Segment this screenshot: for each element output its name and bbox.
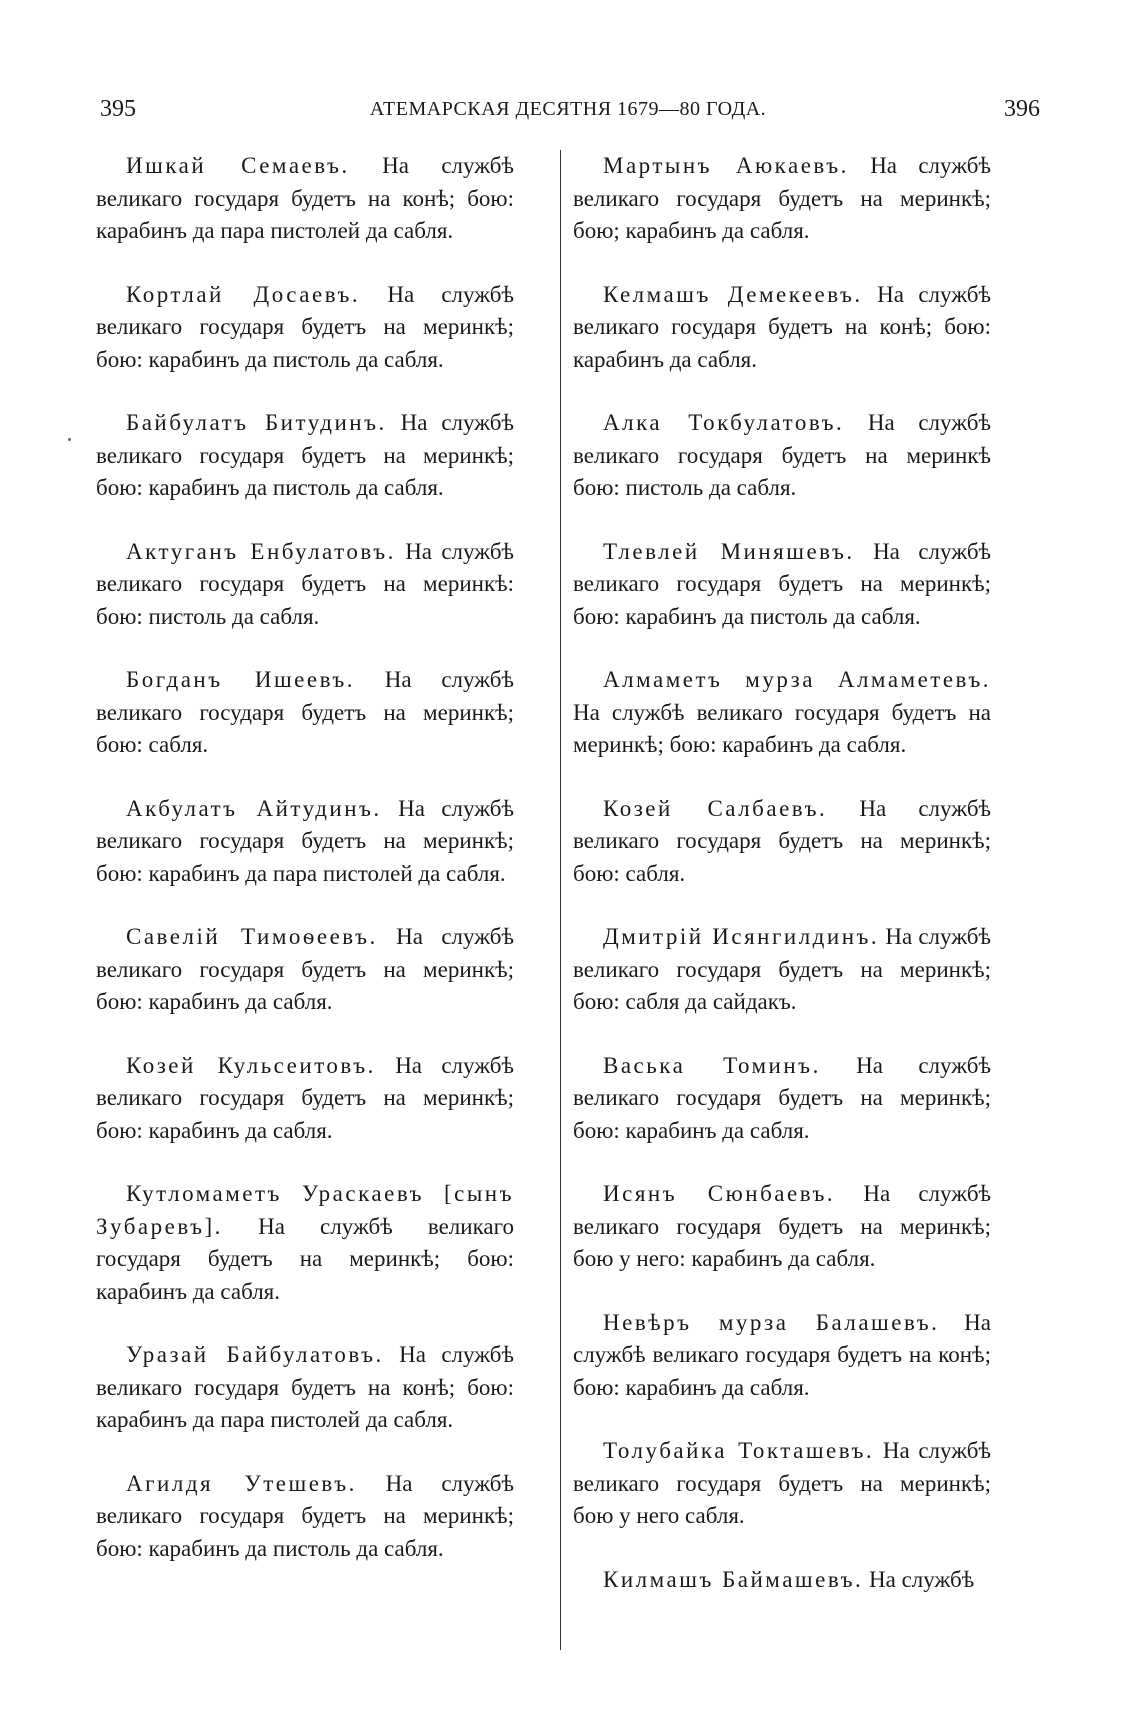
entry-text: На службѣ великаго государя будетъ на меринкѣ; бою: карабинъ да пистоль да сабля. xyxy=(96,410,515,500)
entry-name: Уразай Байбулатовъ. xyxy=(126,1342,384,1367)
entry-text: На службѣ великаго государя будетъ на меринкѣ; бою: карабинъ да сабля. xyxy=(573,699,991,757)
entry-text: На службѣ великаго государя будетъ на меринкѣ; бою: карабинъ да сабля. xyxy=(96,1052,514,1143)
entry-text: На службѣ великаго государя будетъ на меринкѣ; бою у него: карабинъ да сабля. xyxy=(573,1181,992,1271)
entry-text: На службѣ великаго государя будетъ на меринкѣ; бою: карабинъ да сабля. xyxy=(96,1213,514,1304)
entry-kelmash-demekeev xyxy=(573,279,991,377)
entry-name: Мартынъ Аюкаевъ. xyxy=(603,153,849,178)
entry-name: Кортлай Досаевъ. xyxy=(126,281,361,307)
entry-name: Савелій Тимоѳеевъ. xyxy=(126,924,378,949)
entry-urazai-baibulatov xyxy=(96,1339,514,1437)
entry-kutlomamet-uraskaev xyxy=(96,1178,514,1308)
entry-tolubaika-toktashev xyxy=(573,1435,991,1533)
entry-text: На службѣ великаго государя будетъ на меринкѣ; бою; карабинъ да сабля. xyxy=(573,153,991,243)
entry-dmitrii-isyangildin xyxy=(573,921,991,1019)
entry-text: На службѣ великаго государя будетъ на меринкѣ; бою: карабинъ да пистоль да сабля. xyxy=(96,1470,514,1561)
entry-text: На службѣ великаго государя будетъ на меринкѣ; бою: карабинъ да пара пистолей да сабля. xyxy=(96,795,514,886)
entry-agildya-uteshev xyxy=(96,1468,514,1566)
entry-kilmash-baimashev xyxy=(573,1564,991,1597)
entry-aktugan-enbulatov xyxy=(96,536,514,634)
entry-name: Актуганъ Енбулатовъ. xyxy=(126,538,396,564)
entry-almamet-almametev xyxy=(573,664,991,762)
entry-name: Богданъ Ишеевъ. xyxy=(126,667,356,692)
entry-text: На службѣ великаго государя будетъ на меринкѣ бою: пистоль да сабля. xyxy=(573,410,991,500)
entry-ishkai-semaev xyxy=(96,150,514,248)
entry-text: На службѣ великаго государя будетъ на меринкѣ; бою: карабинъ да сабля. xyxy=(96,924,514,1014)
entry-never-balashev xyxy=(573,1307,991,1405)
entry-name: Толубайка Токташевъ. xyxy=(603,1438,875,1463)
entry-name: Исянъ Сюнбаевъ. xyxy=(603,1181,836,1206)
page-number-right: 396 xyxy=(1004,96,1040,122)
entry-kozei-kulseitov xyxy=(96,1050,514,1148)
entry-name: Козей Салбаевъ. xyxy=(603,795,828,821)
entry-name: Козей Кульсеитовъ. xyxy=(126,1052,376,1078)
entry-text: На службѣ великаго государя будетъ на меринкѣ; бою: сабля да сайдакъ. xyxy=(573,924,991,1014)
entry-name: Ишкай Семаевъ. xyxy=(126,153,350,178)
left-column xyxy=(96,150,514,1596)
entry-name: Килмашъ Баймашевъ. xyxy=(603,1566,864,1592)
entry-name: Невѣръ мурза Балашевъ. xyxy=(603,1309,940,1335)
entry-martyn-ayukaev xyxy=(573,150,991,248)
entry-tlevlei-minyashev xyxy=(573,536,991,634)
entry-text: На службѣ xyxy=(863,1566,975,1592)
entry-name: Дмитрій Исянгилдинъ. xyxy=(603,924,880,949)
entry-text: На службѣ великаго государя будетъ на конѣ; бою: карабинъ да пара пистолей да сабля. xyxy=(96,1342,514,1432)
right-column xyxy=(573,150,991,1627)
book-page-spread xyxy=(96,92,1040,1652)
entry-text: На службѣ великаго государя будетъ на меринкѣ; бою: карабинъ да пистоль да сабля. xyxy=(96,281,515,372)
entry-akbulat-aitudin xyxy=(96,793,514,891)
entry-baibulat-bitudin xyxy=(96,407,514,505)
entry-name: Алка Токбулатовъ. xyxy=(603,410,845,435)
page-number-left: 395 xyxy=(100,96,136,122)
entry-kozei-salbaev xyxy=(573,793,991,891)
entry-isyan-syunbaev xyxy=(573,1178,991,1276)
entry-name: Васька Томинъ. xyxy=(603,1052,821,1078)
entry-text: На службѣ великаго государя будетъ на меринкѣ; бою у него сабля. xyxy=(573,1438,991,1528)
column-divider xyxy=(560,150,561,1650)
entry-text: На службѣ великаго государя будетъ на меринкѣ; бою: сабля. xyxy=(96,667,515,757)
entry-name: Кутломаметъ Ураскаевъ [сынъ Зубаревъ]. xyxy=(96,1181,514,1239)
entry-text: На службѣ великаго государя будетъ на конѣ; бою: карабинъ да пара пистолей да сабля. xyxy=(96,153,514,243)
entry-name: Агилдя Утешевъ. xyxy=(126,1470,357,1496)
entry-text: На службѣ великаго государя будетъ на меринкѣ; бою: карабинъ да пистоль да сабля. xyxy=(573,538,992,629)
entry-name: Келмашъ Демекеевъ. xyxy=(603,281,863,307)
entry-kortlai-dosaev xyxy=(96,279,514,377)
entry-vaska-tomin xyxy=(573,1050,991,1148)
entry-text: На службѣ великаго государя будетъ на конѣ; бою: карабинъ да сабля. xyxy=(573,1309,992,1400)
entry-alka-tokbulatov xyxy=(573,407,991,505)
entry-name: Алмаметъ мурза Алмаметевъ. xyxy=(603,667,991,692)
page-header xyxy=(96,92,1040,132)
entry-savelii-timofeev xyxy=(96,921,514,1019)
entry-bogdan-isheev xyxy=(96,664,514,762)
entry-name: Акбулатъ Айтудинъ. xyxy=(126,795,382,821)
entry-text: На службѣ великаго государя будетъ на меринкѣ; бою: сабля. xyxy=(573,795,992,886)
running-title: АТЕМАРСКАЯ ДЕСЯТНЯ 1679—80 ГОДА. xyxy=(369,98,767,120)
entry-text: На службѣ великаго государя будетъ на меринкѣ; бою: карабинъ да сабля. xyxy=(573,1052,991,1143)
entry-name: Тлевлей Миняшевъ. xyxy=(603,538,855,564)
print-speck xyxy=(68,438,71,441)
entry-text: На службѣ великаго государя будетъ на меринкѣ: бою: пистоль да сабля. xyxy=(96,538,515,629)
entry-text: На службѣ великаго государя будетъ на конѣ; бою: карабинъ да сабля. xyxy=(573,281,991,372)
entry-name: Байбулатъ Битудинъ. xyxy=(126,410,387,435)
